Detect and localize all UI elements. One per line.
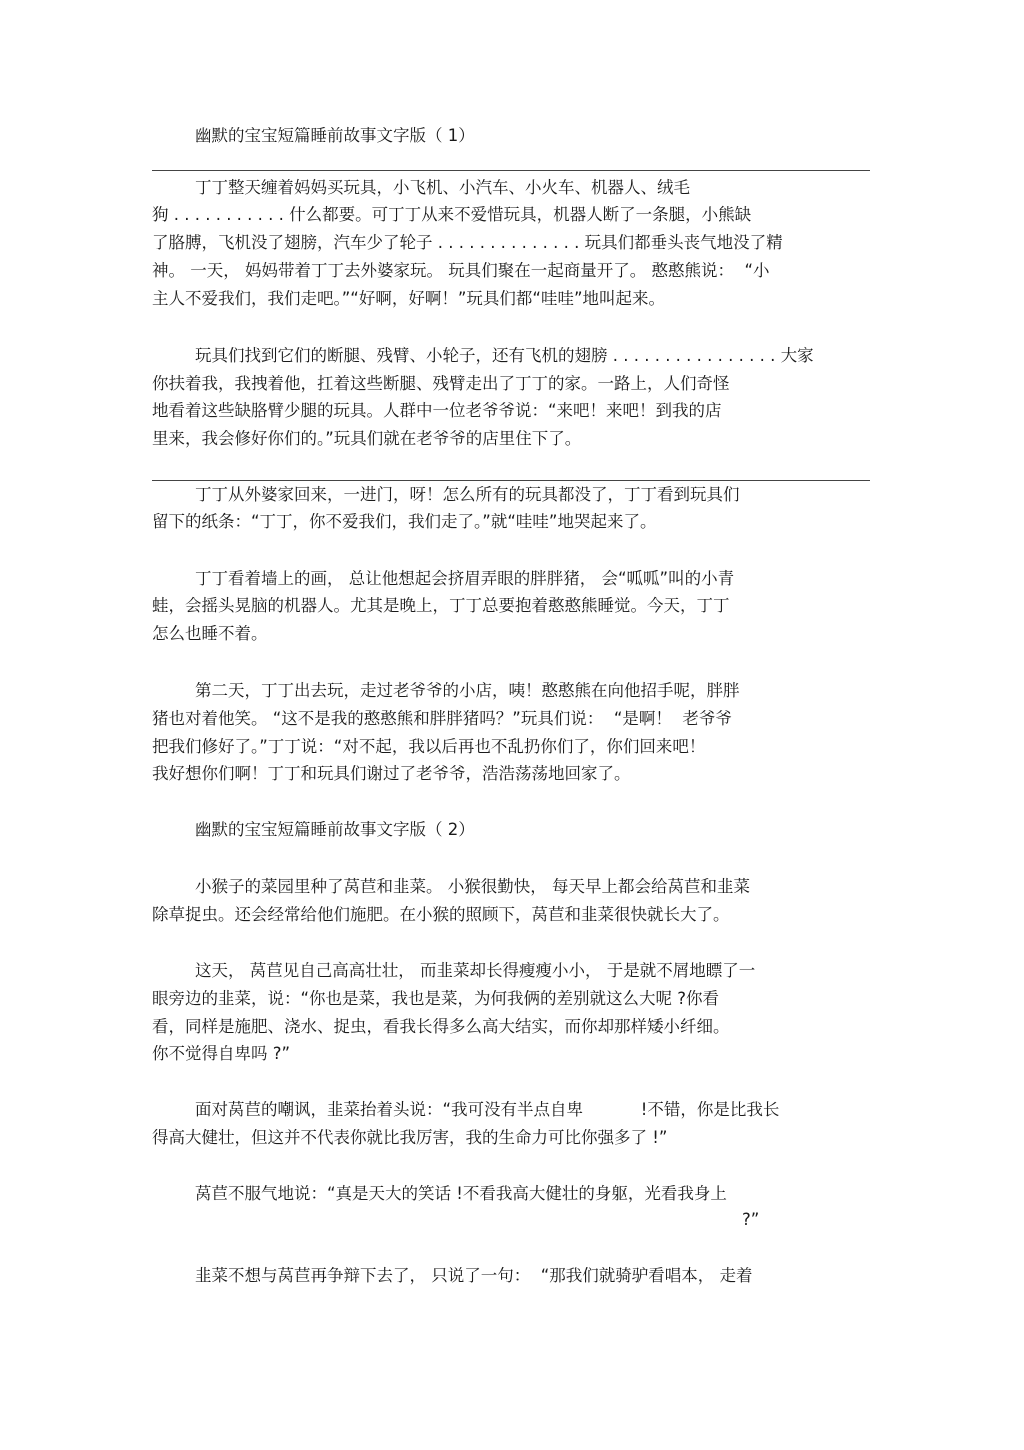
story-2-p3-line: 面对莴苣的嘲讽，韭菜抬着头说：“我可没有半点自卑 !不错，你是比我长 [195,1100,780,1119]
story-1-p3-line: 留下的纸条：“丁丁，你不爱我们，我们走了。”就“哇哇”地哭起来了。 [152,512,657,531]
story-2-p4-line: 莴苣不服气地说：“真是天大的笑话 !不看我高大健壮的身躯，光看我身上 [195,1184,727,1203]
divider [152,170,870,171]
story-1-p2-line: 里来，我会修好你们的。”玩具们就在老爷爷的店里住下了。 [152,429,582,448]
story-1-p4-line: 怎么也睡不着。 [152,624,268,643]
story-1-p2-line: 地看着这些缺胳臂少腿的玩具。人群中一位老爷爷说：“来吧！来吧！到我的店 [152,401,722,420]
story-2-p4-line: ?” [742,1210,760,1229]
story-1-p1-line: 狗 . . . . . . . . . . . 什么都要。可丁丁从来不爱惜玩具，机器人断了一条腿，小熊缺 [152,205,752,224]
story-1-p1-line: 主人不爱我们，我们走吧。”“好啊，好啊！”玩具们都“哇哇”地叫起来。 [152,289,665,308]
divider [152,480,870,481]
story-2-title: 幽默的宝宝短篇睡前故事文字版（ 2） [195,820,475,839]
story-1-p5-line: 第二天，丁丁出去玩，走过老爷爷的小店，咦！憨憨熊在向他招手呢，胖胖 [195,681,740,700]
story-2-p2-line: 这天， 莴苣见自己高高壮壮， 而韭菜却长得瘦瘦小小， 于是就不屑地瞟了一 [195,961,756,980]
story-1-p5-line: 我好想你们啊！丁丁和玩具们谢过了老爷爷，浩浩荡荡地回家了。 [152,764,631,783]
story-1-p4-line: 蛙，会摇头晃脑的机器人。尤其是晚上，丁丁总要抱着憨憨熊睡觉。今天，丁丁 [152,596,730,615]
story-1-p3-line: 丁丁从外婆家回来，一进门，呀！怎么所有的玩具都没了，丁丁看到玩具们 [195,485,740,504]
story-1-p1-line: 丁丁整天缠着妈妈买玩具，小飞机、小汽车、小火车、机器人、绒毛 [195,178,690,197]
story-2-p5-line: 韭菜不想与莴苣再争辩下去了， 只说了一句： “那我们就骑驴看唱本， 走着 [195,1266,753,1285]
story-1-p5-line: 猪也对着他笑。 “这不是我的憨憨熊和胖胖猪吗？”玩具们说： “是啊！ 老爷爷 [152,709,732,728]
story-2-p2-line: 你不觉得自卑吗 ?” [152,1044,291,1063]
story-1-title: 幽默的宝宝短篇睡前故事文字版（ 1） [195,126,475,145]
story-2-p1-line: 小猴子的菜园里种了莴苣和韭菜。 小猴很勤快， 每天早上都会给莴苣和韭菜 [195,877,750,896]
story-1-p1-line: 了胳膊，飞机没了翅膀，汽车少了轮子 . . . . . . . . . . . . . . 玩具们都垂头丧气地没了精 [152,233,783,252]
story-1-p4-line: 丁丁看着墙上的画， 总让他想起会挤眉弄眼的胖胖猪， 会“呱呱”叫的小青 [195,569,735,588]
story-1-p2-line: 玩具们找到它们的断腿、残臂、小轮子，还有飞机的翅膀 . . . . . . . . . . . . . . . . 大家 [195,346,814,365]
story-1-p5-line: 把我们修好了。”丁丁说：“对不起，我以后再也不乱扔你们了，你们回来吧！ [152,737,706,756]
story-2-p3-line: 得高大健壮，但这并不代表你就比我厉害，我的生命力可比你强多了 !” [152,1128,668,1147]
story-2-p2-line: 看，同样是施肥、浇水、捉虫，看我长得多么高大结实，而你却那样矮小纤细。 [152,1017,730,1036]
story-1-p2-line: 你扶着我，我拽着他，扛着这些断腿、残臂走出了丁丁的家。一路上，人们奇怪 [152,374,730,393]
story-1-p1-line: 神。 一天， 妈妈带着丁丁去外婆家玩。 玩具们聚在一起商量开了。 憨憨熊说： “小 [152,261,770,280]
story-2-p1-line: 除草捉虫。还会经常给他们施肥。在小猴的照顾下，莴苣和韭菜很快就长大了。 [152,905,730,924]
story-2-p2-line: 眼旁边的韭菜，说：“你也是菜，我也是菜，为何我俩的差别就这么大呢 ?你看 [152,989,720,1008]
